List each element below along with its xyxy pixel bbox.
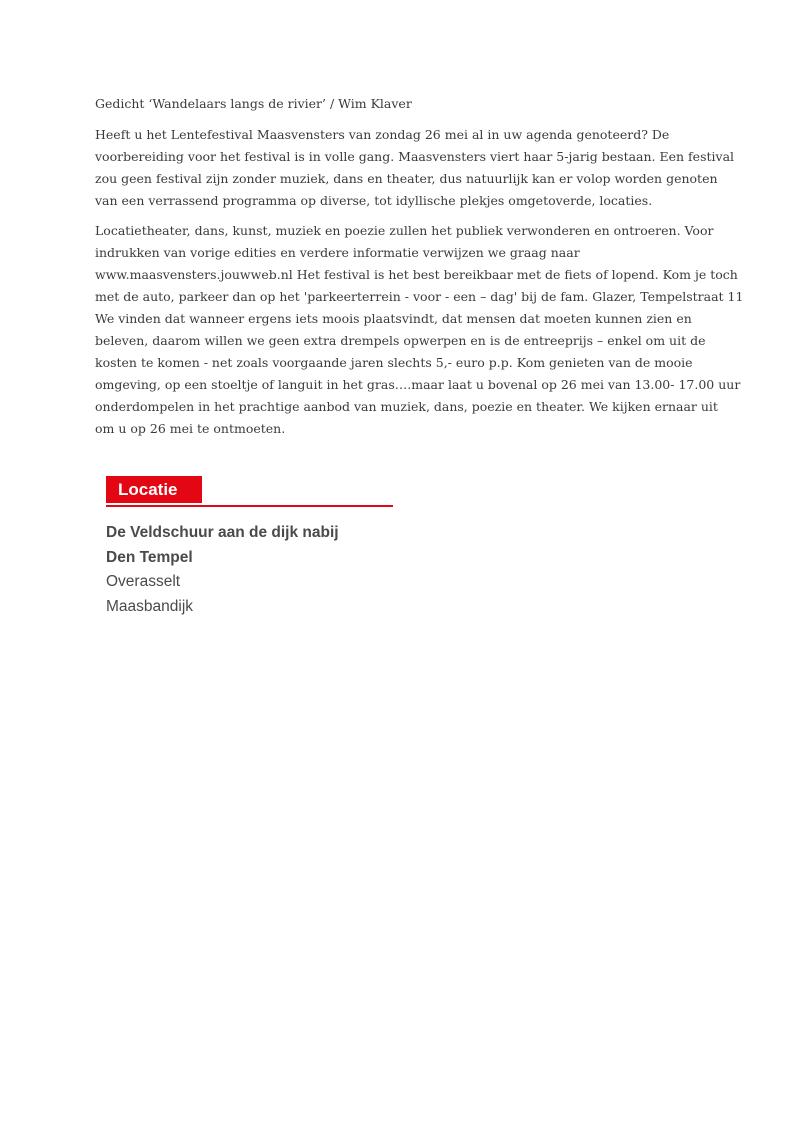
text-line: voorbereiding voor het festival is in volle gang. Maasvensters viert haar 5-jarig bestaan. Een festival	[95, 149, 735, 164]
paragraph-festival-intro	[95, 124, 735, 212]
text-line-with-website: www.maasvensters.jouwweb.nl Het festival is het best bereikbaar met de fiets of lopend. Kom je toch	[95, 267, 738, 282]
location-header	[106, 476, 396, 507]
venue-name-line2: Den Tempel	[106, 548, 193, 566]
location-block	[106, 476, 396, 619]
article-body	[95, 94, 744, 448]
paragraph-festival-details	[95, 220, 744, 440]
poem-title: Gedicht ‘Wandelaars langs de rivier’ / Wim Klaver	[95, 96, 412, 111]
text-line: van een verrassend programma op diverse, tot idyllische plekjes omgetoverde, locaties.	[95, 193, 653, 208]
location-label: Locatie	[106, 476, 202, 503]
text-line: We vinden dat wanneer ergens iets moois plaatsvindt, dat mensen dat moeten kunnen zien en	[95, 311, 692, 326]
venue-town: Overasselt	[106, 573, 181, 590]
text-line: om u op 26 mei te ontmoeten.	[95, 421, 286, 436]
venue-street: Maasbandijk	[106, 597, 194, 615]
text-line: Locatietheater, dans, kunst, muziek en poezie zullen het publiek verwonderen en ontroeren. Voor	[95, 223, 714, 238]
text-line: beleven, daarom willen we geen extra drempels opwerpen en is de entreeprijs – enkel om uit de	[95, 333, 706, 348]
text-line: onderdompelen in het prachtige aanbod van muziek, dans, poezie en theater. We kijken ernaar uit	[95, 399, 718, 414]
location-divider	[106, 505, 393, 507]
text-line: indrukken van vorige edities en verdere informatie verwijzen we graag naar	[95, 245, 580, 260]
text-line: zou geen festival zijn zonder muziek, dans en theater, dus natuurlijk kan er volop worden genoten	[95, 171, 718, 186]
text-line: Heeft u het Lentefestival Maasvensters van zondag 26 mei al in uw agenda genoteerd? De	[95, 127, 670, 142]
venue-name-line1: De Veldschuur aan de dijk nabij	[106, 524, 339, 541]
text-line: kosten te komen - net zoals voorgaande jaren slechts 5,- euro p.p. Kom genieten van de mooie	[95, 355, 693, 370]
location-address	[106, 521, 396, 619]
text-line: omgeving, op een stoeltje of languit in het gras….maar laat u bovenal op 26 mei van 13.00- 17.00 uur	[95, 377, 741, 392]
text-line: met de auto, parkeer dan op het 'parkeerterrein - voor - een – dag' bij de fam. Glazer, Tempelstraat 11	[95, 289, 744, 304]
